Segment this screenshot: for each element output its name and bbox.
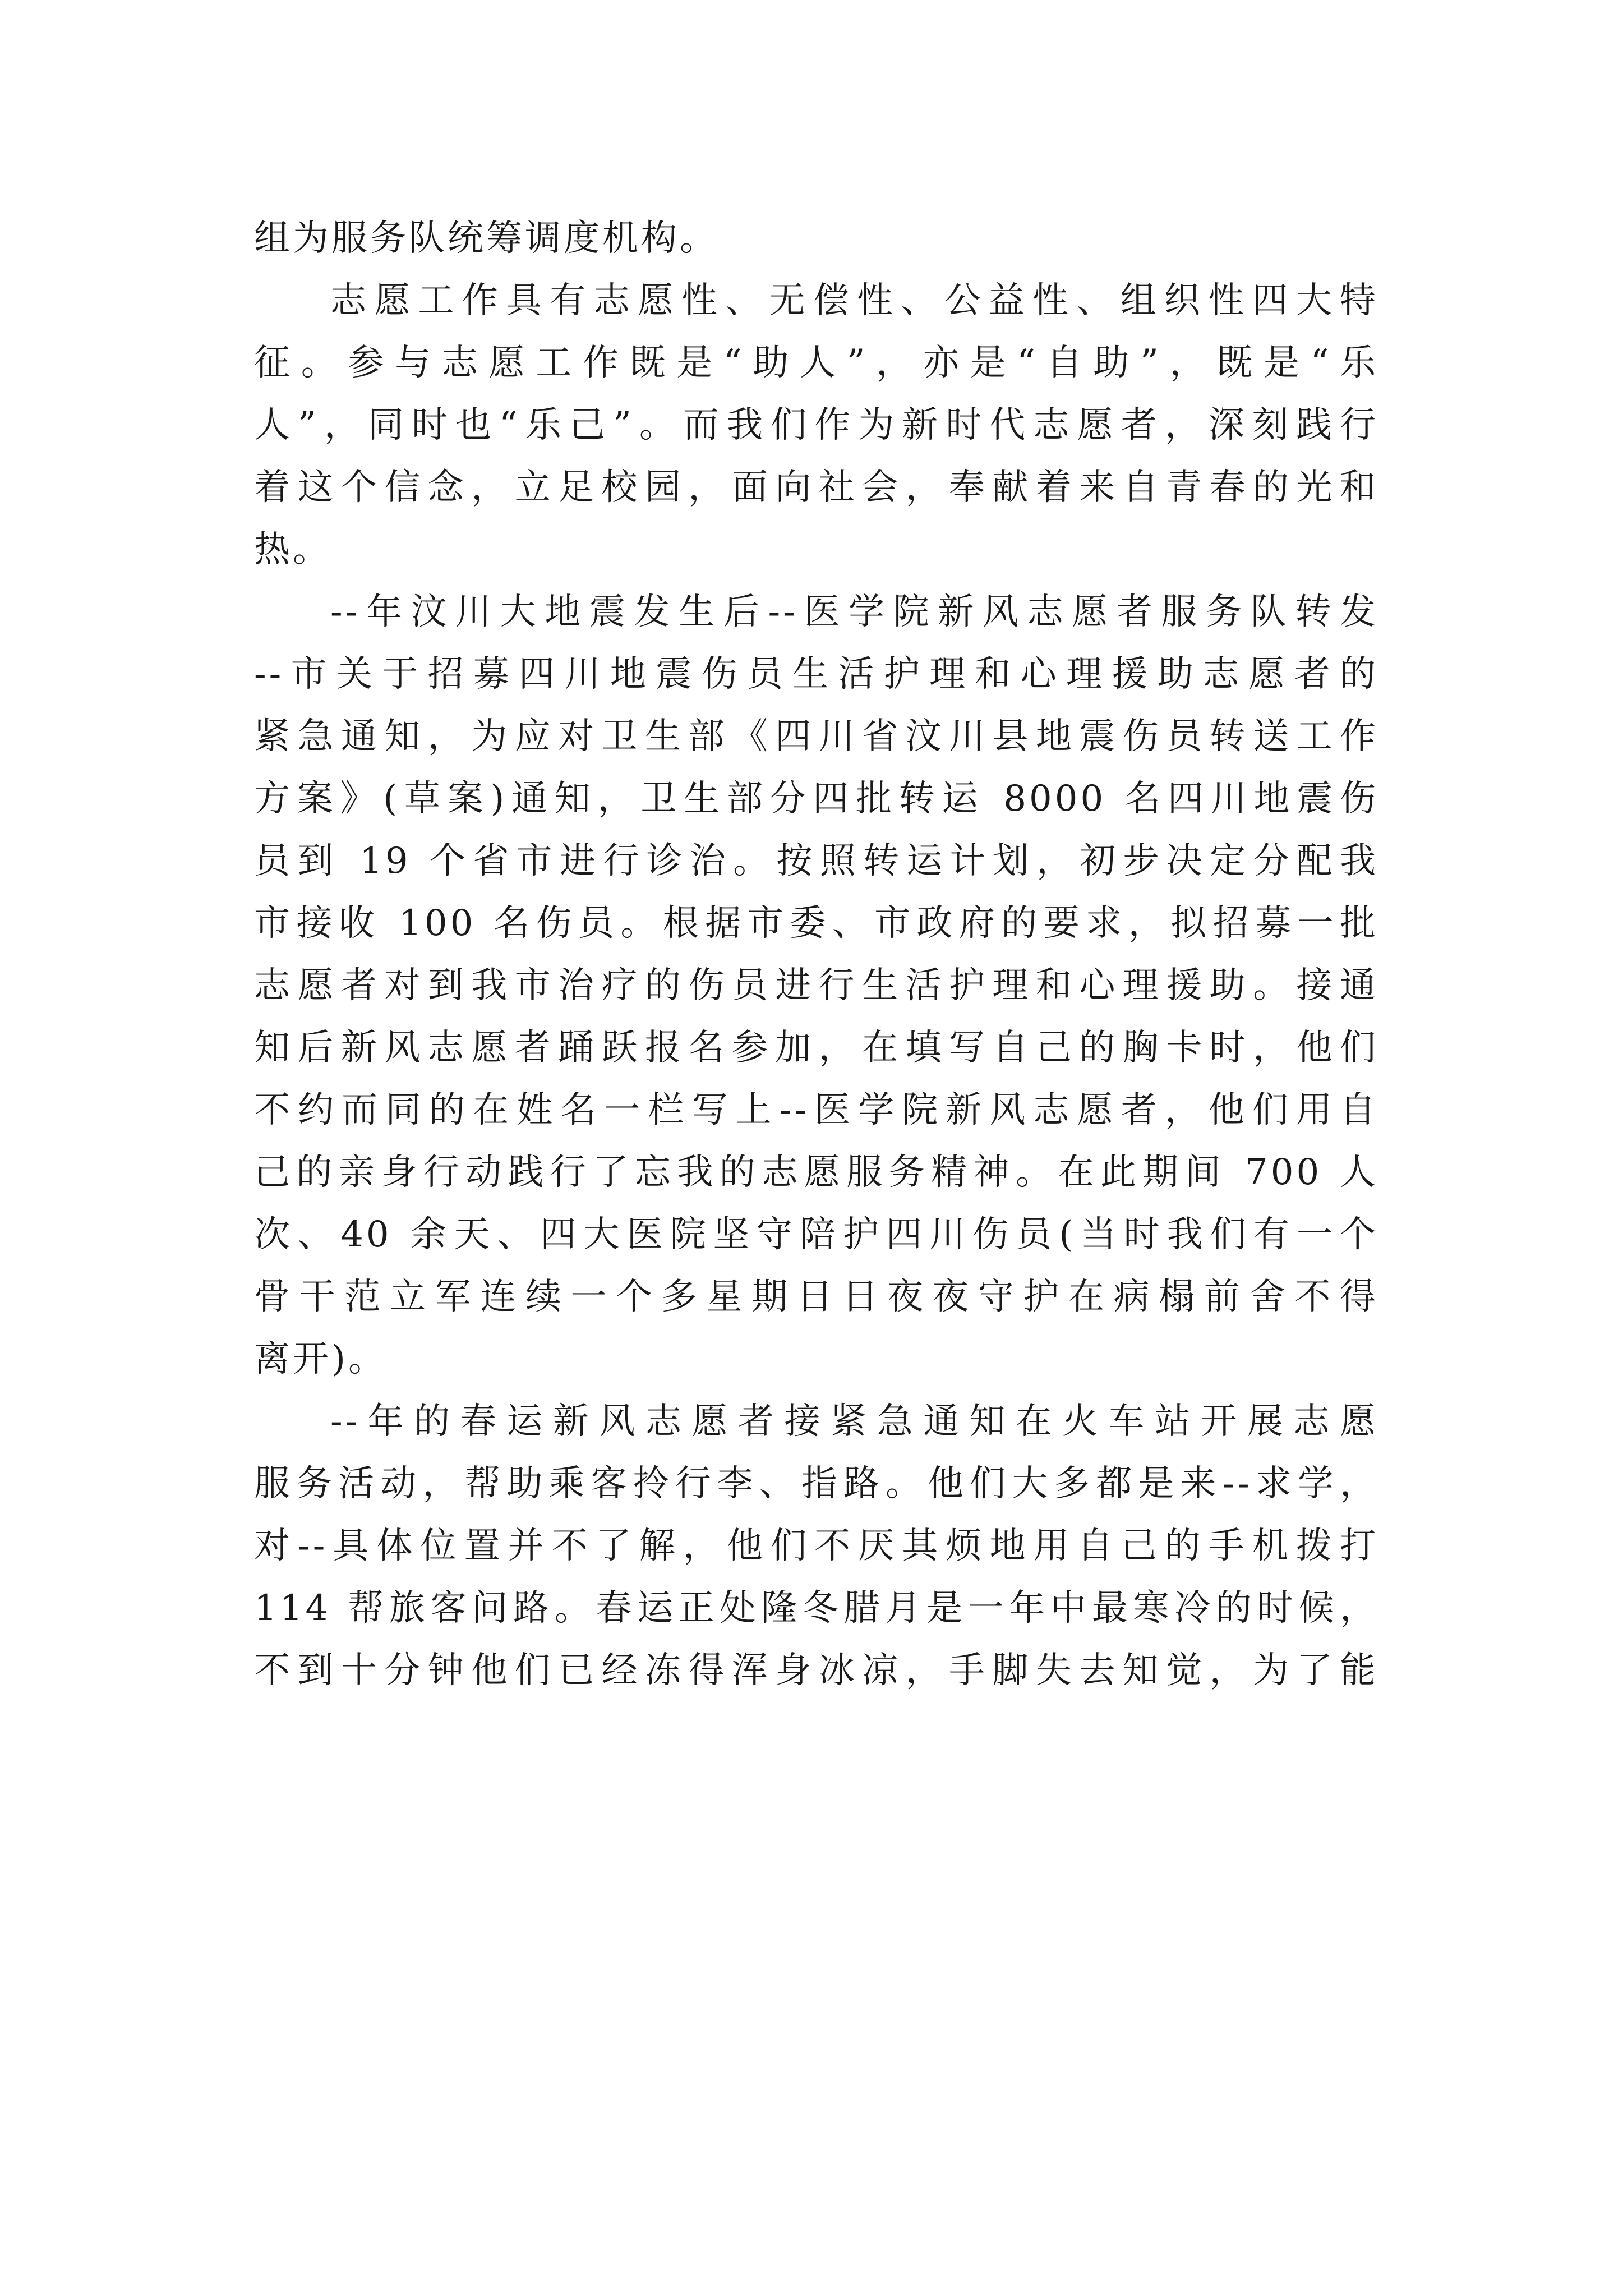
paragraph-line: 服务活动，帮助乘客拎行李、指路。他们大多都是来--求学， [254, 1463, 1378, 1504]
paragraph-line: 不到十分钟他们已经冻得浑身冰凉，手脚失去知觉，为了能 [254, 1650, 1378, 1691]
paragraph-line: 对--具体位置并不了解，他们不厌其烦地用自己的手机拨打 [254, 1525, 1378, 1567]
paragraph-line: --市关于招募四川地震伤员生活护理和心理援助志愿者的 [254, 654, 1378, 695]
paragraph-line: 方案》(草案)通知，卫生部分四批转运 8000 名四川地震伤 [254, 778, 1378, 820]
paragraph-line: 次、40 余天、四大医院坚守陪护四川伤员(当时我们有一个 [254, 1214, 1378, 1255]
paragraph-line: 志愿工作具有志愿性、无偿性、公益性、组织性四大特 [330, 280, 1378, 321]
paragraph-line: 志愿者对到我市治疗的伤员进行生活护理和心理援助。接通 [254, 965, 1378, 1006]
paragraph-line: 热。 [254, 529, 331, 570]
paragraph-line: 着这个信念，立足校园，面向社会，奉献着来自青春的光和 [254, 467, 1378, 508]
paragraph-line: 不约而同的在姓名一栏写上--医学院新风志愿者，他们用自 [254, 1089, 1378, 1131]
paragraph-line: 骨干范立军连续一个多星期日日夜夜守护在病榻前舍不得 [254, 1276, 1378, 1318]
paragraph-line: 征。参与志愿工作既是“助人”，亦是“自助”，既是“乐 [254, 342, 1378, 384]
paragraph-line: 己的亲身行动践行了忘我的志愿服务精神。在此期间 700 人 [254, 1152, 1378, 1193]
paragraph-line: 市接收 100 名伤员。根据市委、市政府的要求，拟招募一批 [254, 903, 1378, 944]
paragraph-line: 114 帮旅客问路。春运正处隆冬腊月是一年中最寒冷的时候， [254, 1588, 1378, 1629]
paragraph-line: 人”，同时也“乐己”。而我们作为新时代志愿者，深刻践行 [254, 404, 1378, 446]
paragraph-line: 组为服务队统筹调度机构。 [254, 218, 718, 259]
paragraph-line: --年的春运新风志愿者接紧急通知在火车站开展志愿 [330, 1401, 1378, 1442]
paragraph-line: --年汶川大地震发生后--医学院新风志愿者服务队转发 [330, 591, 1378, 633]
body-text [254, 208, 1378, 1702]
paragraph-line: 紧急通知，为应对卫生部《四川省汶川县地震伤员转送工作 [254, 716, 1378, 757]
paragraph-line: 离开)。 [254, 1338, 387, 1380]
paragraph-line: 员到 19 个省市进行诊治。按照转运计划，初步决定分配我 [254, 840, 1378, 882]
paragraph-line: 知后新风志愿者踊跃报名参加，在填写自己的胸卡时，他们 [254, 1027, 1378, 1069]
